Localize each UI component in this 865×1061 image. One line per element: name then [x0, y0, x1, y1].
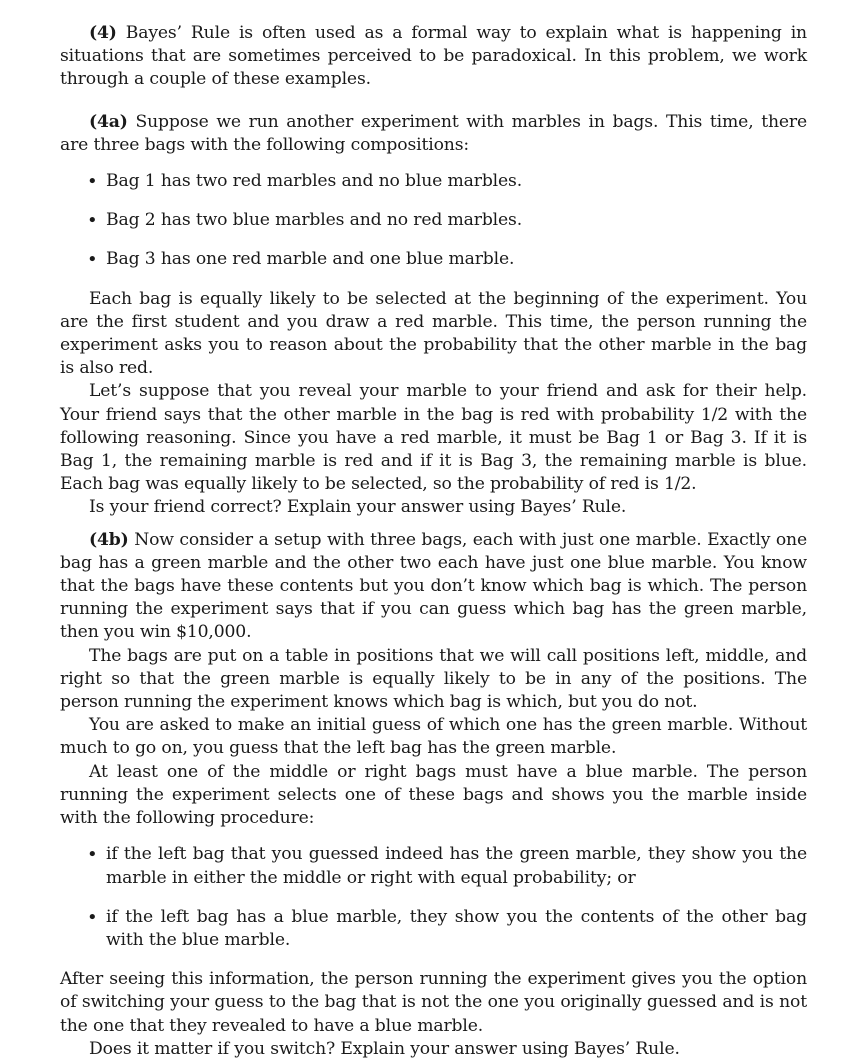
list-item: • if the left bag that you guessed indeed has the green marble, they show you the marble in either the middle or right with equal probability; or [106, 843, 807, 889]
problem-4a-paragraph-1: Each bag is equally likely to be selected at the beginning of the experiment. You are the first student and you draw a red marble. This time, the person running the experiment asks you to reason about the probability that the other marble in the bag is also red. [60, 288, 807, 379]
problem-4-intro [60, 22, 807, 92]
problem-4b-intro [60, 529, 807, 645]
list-item: • if the left bag has a blue marble, they show you the contents of the other bag with the blue marble. [106, 906, 807, 952]
problem-4a-intro-text: Suppose we run another experiment with marbles in bags. This time, there are three bags with the following compositions: [60, 111, 807, 155]
problem-4-text: Bayes’ Rule is often used as a formal way to explain what is happening in situations that are sometimes perceived to be paradoxical. In this problem, we work through a couple of these examples. [60, 23, 807, 90]
problem-4a-label: (4a) [89, 111, 128, 132]
problem-4b-paragraph-1: The bags are put on a table in positions that we will call positions left, middle, and right so that the green marble is equally likely to be in any of the positions. The person running the experiment knows which bag is which, but you do not. [60, 645, 807, 713]
reveal-procedure-list [60, 843, 807, 952]
bag-compositions-list [60, 170, 807, 272]
problem-4b-paragraph-2: You are asked to make an initial guess of which one has the green marble. Without much to go on, you guess that the left bag has the green marble. [60, 715, 807, 759]
problem-4b-paragraph-3: At least one of the middle or right bags must have a blue marble. The person running the experiment selects one of these bags and shows you the marble inside with the following procedure: [60, 761, 807, 829]
list-item: • Bag 2 has two blue marbles and no red marbles. [106, 209, 807, 232]
problem-4a-paragraph-2: Let’s suppose that you reveal your marble to your friend and ask for their help. Your friend says that the other marble in the bag is red with probability 1/2 with the following reasoning. Since you have a red marble, it must be Bag 1 or Bag 3. If it is Bag 1, the remaining marble is red and if it is Bag 3, the remaining marble is blue. Each bag was equally likely to be selected, so the probability of red is 1/2. [60, 381, 807, 495]
problem-4-label: (4) [89, 23, 117, 43]
problem-4b-label: (4b) [89, 529, 129, 550]
problem-4b-intro-text: Now consider a setup with three bags, each with just one marble. Exactly one bag has a green marble and the other two each have just one blue marble. You know that the bags have these contents but you don’t know which bag is which. The person running the experiment says that if you can guess which bag has the green marble, then you win $10,000. [60, 529, 807, 643]
problem-4a-question: Is your friend correct? Explain your answer using Bayes’ Rule. [89, 497, 627, 518]
list-item: • Bag 1 has two red marbles and no blue marbles. [106, 170, 807, 193]
list-item: • Bag 3 has one red marble and one blue marble. [106, 248, 807, 271]
problem-4b-paragraph-4: After seeing this information, the person running the experiment gives you the option of switching your guess to the bag that is not the one you originally guessed and is not the one that they revealed to have a blue marble. [60, 969, 807, 1036]
problem-4b-question: Does it matter if you switch? Explain your answer using Bayes’ Rule. [89, 1038, 680, 1059]
problem-4a-intro [60, 111, 807, 157]
